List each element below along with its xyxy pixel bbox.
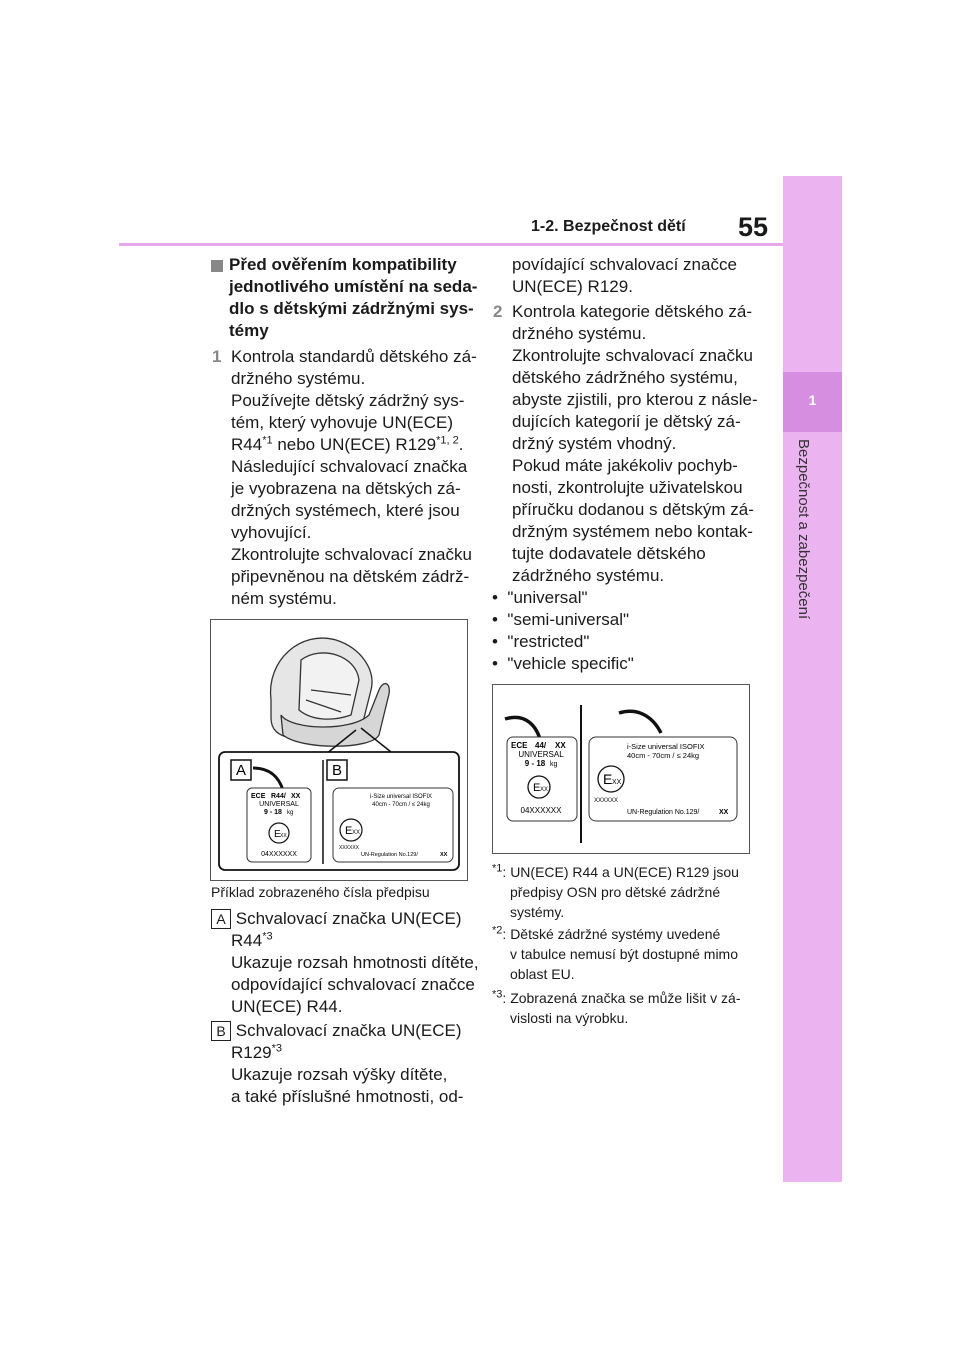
text-line: UN(ECE) R44. — [231, 997, 343, 1016]
footnote — [492, 924, 762, 984]
label-box-a: A — [211, 909, 231, 929]
bullet-icon: • — [492, 654, 498, 673]
r129-range: 40cm - 70cm / ≤ 24kg — [627, 751, 700, 760]
footnote-mark: *2 — [492, 924, 503, 937]
r129-approval-number: XXXXXX — [594, 798, 619, 804]
text-span: . — [458, 435, 464, 454]
text-line: Zkontrolujte schvalovací značku — [512, 346, 753, 365]
child-seat-illustration — [211, 620, 467, 880]
text-line: Ukazuje rozsah výšky dítěte, — [231, 1065, 448, 1084]
r44-range: 9 - 18 — [264, 809, 282, 816]
r129-exx: XX — [352, 830, 361, 836]
r44-ece: ECE — [511, 741, 528, 750]
text-line: vyhovující. — [231, 523, 312, 542]
r129-xx: XX — [440, 852, 448, 858]
label-box-b: B — [211, 1021, 231, 1041]
text-line: oblast EU. — [510, 966, 575, 982]
square-bullet-icon — [211, 260, 223, 272]
heading-line: dlo s dětskými zádržnými sys- — [229, 299, 474, 318]
seat-cushion-shape — [299, 653, 359, 719]
heading-line: témy — [229, 321, 269, 340]
text-line: dujících kategorií je dětský zá- — [512, 412, 741, 431]
r44-xx: XX — [555, 741, 566, 750]
r44-e: E — [533, 782, 541, 794]
footnote-mark: *3 — [492, 988, 503, 1001]
text-line: tujte dodavatele dětského — [512, 544, 706, 563]
r44-exx: XX — [540, 787, 549, 793]
text-line: tém, který vyhovuje UN(ECE) — [231, 413, 453, 432]
text-span: : — [502, 926, 507, 942]
text-line: je vyobrazena na dětských zá- — [231, 479, 461, 498]
footnote — [492, 988, 762, 1028]
r44-approval-number: 04XXXXXX — [520, 806, 562, 815]
text-span: R129 — [231, 1043, 272, 1062]
r129-xx: XX — [719, 809, 729, 816]
text-line: ném systému. — [231, 589, 337, 608]
text-line — [211, 930, 481, 952]
text-line: držných systémech, které jsou — [231, 501, 460, 520]
figure-caption: Příklad zobrazeného čísla předpisu — [211, 884, 430, 900]
text-span: Schvalovací značka UN(ECE) — [235, 909, 462, 928]
r44-approval-number: 04XXXXXX — [261, 851, 297, 858]
text-span: Dětské zádržné systémy uvedené — [510, 926, 721, 942]
text-line: Kontrola kategorie dětského zá- — [512, 302, 753, 321]
text-line: připevněnou na dětském zádrž- — [231, 567, 470, 586]
text-span: : — [502, 864, 507, 880]
r44-kg: kg — [287, 810, 294, 816]
heading-line: jednotlivého umístění na seda- — [229, 277, 478, 296]
page-number: 55 — [738, 212, 769, 242]
side-tab-number: 1 — [808, 392, 817, 408]
text-line — [492, 988, 762, 1008]
step-number: 1 — [212, 347, 222, 366]
text-line: předpisy OSN pro dětské zádržné — [510, 884, 721, 900]
text-line — [211, 1020, 481, 1042]
r129-reg: UN-Regulation No.129/ — [361, 852, 418, 858]
footnote-ref: *3 — [262, 930, 273, 943]
text-line: Používejte dětský zádržný sys- — [231, 391, 465, 410]
text-span: R44 — [231, 931, 263, 950]
left-column-heading — [211, 254, 481, 342]
list-item-text: "restricted" — [507, 632, 590, 651]
r44-e: E — [274, 829, 281, 840]
text-line: Následující schvalovací značka — [231, 457, 468, 476]
text-line — [492, 862, 762, 882]
text-line: držného systému. — [512, 324, 647, 343]
r44-xx: XX — [291, 793, 301, 800]
footnote — [492, 862, 762, 922]
r44-kg: kg — [550, 761, 558, 768]
item-b — [211, 1020, 481, 1108]
r129-range: 40cm - 70cm / ≤ 24kg — [372, 802, 430, 808]
text-line: Ukazuje rozsah hmotnosti dítěte, — [231, 953, 479, 972]
list-item — [492, 609, 772, 631]
text-span: : — [502, 990, 507, 1006]
text-line: odpovídající schvalovací značce — [231, 975, 475, 994]
text-line: dětského zádržného systému, — [512, 368, 738, 387]
text-line: Pokud máte jakékoliv pochyb- — [512, 456, 738, 475]
footnote-ref: *3 — [271, 1042, 283, 1055]
r129-e: E — [603, 771, 613, 787]
list-item — [492, 631, 772, 653]
text-line: a také příslušné hmotnosti, od- — [231, 1087, 464, 1106]
side-tab — [783, 176, 842, 1182]
r44-ece: ECE — [251, 793, 266, 800]
text-line — [492, 924, 762, 944]
r129-exx: XX — [612, 779, 622, 786]
category-list — [492, 587, 772, 675]
text-line: Kontrola standardů dětského zá- — [231, 347, 477, 366]
r44-reg: R44/ — [271, 793, 286, 800]
r129-title: i-Size universal ISOFIX — [369, 794, 433, 800]
header-rule — [119, 243, 783, 246]
text-line: systémy. — [510, 904, 565, 920]
bullet-icon: • — [492, 588, 498, 607]
text-line: držného systému. — [231, 369, 366, 388]
text-line: abyste zjistili, pro kterou z násle- — [512, 390, 758, 409]
list-item-text: "universal" — [507, 588, 588, 607]
r44-universal: UNIVERSAL — [518, 750, 564, 759]
figure-label-b: B — [331, 762, 343, 779]
text-line: příručku dodanou s dětským zá- — [512, 500, 754, 519]
text-line: držný systém vhodný. — [512, 434, 677, 453]
text-span: UN(ECE) R44 a UN(ECE) R129 jsou — [510, 864, 739, 880]
text-line — [211, 908, 481, 930]
item-a — [211, 908, 481, 1018]
text-span: Schvalovací značka UN(ECE) — [235, 1021, 462, 1040]
text-line: UN(ECE) R129. — [512, 277, 633, 296]
text-line: povídající schvalovací značce — [512, 255, 737, 274]
r44-exx: XX — [280, 833, 287, 839]
list-item — [492, 653, 772, 675]
footnote-mark: *1 — [492, 862, 503, 875]
text-line — [211, 1042, 481, 1064]
footnote-ref: *1 — [262, 434, 273, 447]
text-line: nosti, zkontrolujte uživatelskou — [512, 478, 743, 497]
text-line: vislosti na výrobku. — [510, 1010, 629, 1026]
section-title: 1-2. Bezpečnost dětí — [531, 218, 686, 235]
r129-reg: UN-Regulation No.129/ — [627, 809, 700, 816]
figure-label-a: A — [235, 762, 247, 779]
r129-e: E — [345, 825, 353, 837]
side-tab-label: Bezpečnost a zabezpečení — [795, 439, 812, 620]
heading-line: Před ověřením kompatibility — [229, 255, 457, 274]
right-continuation — [512, 254, 772, 298]
text-line — [231, 434, 481, 456]
text-span: nebo UN(ECE) R129 — [272, 435, 437, 454]
bullet-icon: • — [492, 632, 498, 651]
list-item — [492, 587, 772, 609]
text-line: zádržného systému. — [512, 566, 665, 585]
label-detail-illustration — [493, 685, 749, 853]
list-item-text: "semi-universal" — [507, 610, 630, 629]
step1-text — [231, 346, 481, 610]
arrow-icon — [619, 711, 661, 733]
r44-universal: UNIVERSAL — [259, 801, 299, 808]
step2-text — [512, 301, 772, 587]
text-line: v tabulce nemusí být dostupné mimo — [510, 946, 739, 962]
figure-label-detail — [492, 684, 750, 854]
text-line: držným systémem nebo kontak- — [512, 522, 753, 541]
r44-reg: 44/ — [535, 741, 547, 750]
bullet-icon: • — [492, 610, 498, 629]
text-span: Zobrazená značka se může lišit v zá- — [510, 990, 741, 1006]
step-number: 2 — [493, 302, 503, 321]
list-item-text: "vehicle specific" — [507, 654, 634, 673]
figure-seat-labels — [210, 619, 468, 881]
r44-range: 9 - 18 — [524, 759, 546, 768]
r129-approval-number: XXXXXX — [339, 845, 360, 851]
text-line: Zkontrolujte schvalovací značku — [231, 545, 472, 564]
r129-title: i-Size universal ISOFIX — [627, 742, 705, 751]
footnote-ref: *1, 2 — [436, 434, 459, 447]
text-span: R44 — [231, 435, 263, 454]
